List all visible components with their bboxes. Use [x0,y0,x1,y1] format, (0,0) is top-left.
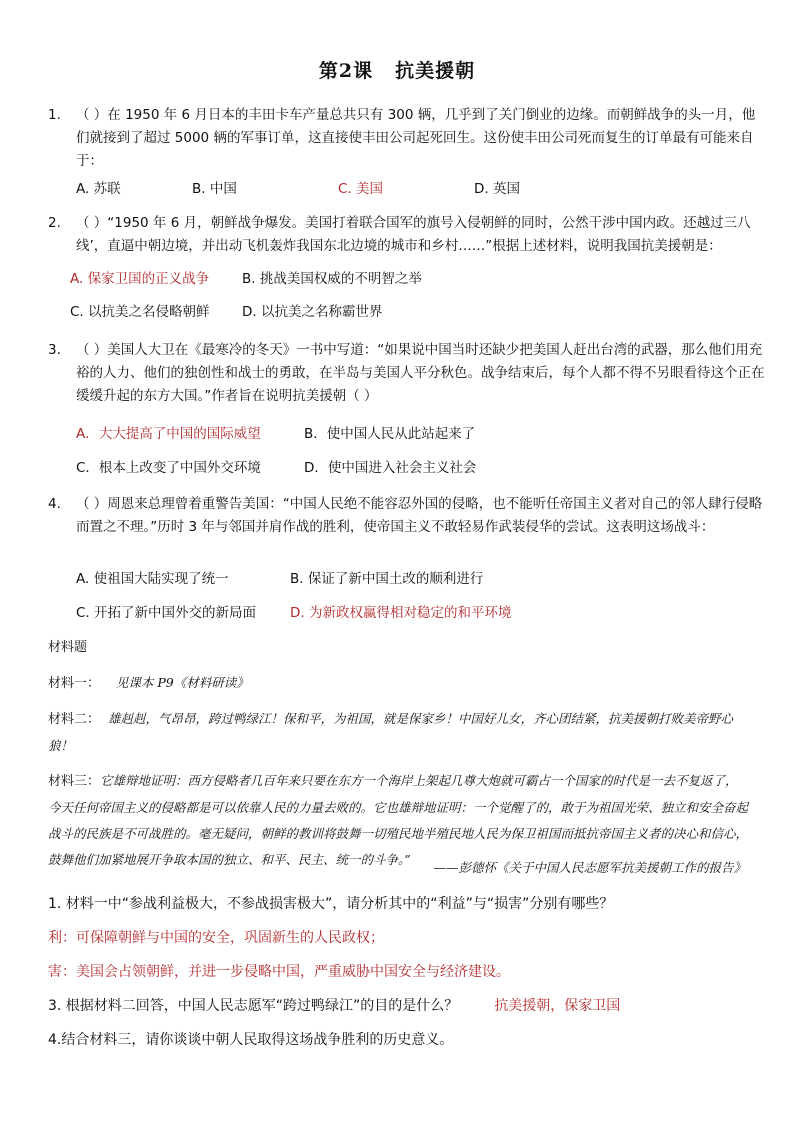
question-4-options-row2 [76,602,756,624]
option-c[interactable]: C. 以抗美之名侵略朝鲜 [70,304,210,320]
material-text: 雄赳赳，气昂昂，跨过鸭绿江！保和平，为祖国，就是保家乡！中国好儿女，齐心团结紧，抗美援朝打败美帝野心狼！ [48,711,733,753]
subquestion-1: 1. 材料一中“参战利益极大，不参战损害极大”，请分析其中的“利益”与“损害”分别有哪些？ [48,896,614,912]
material-label: 材料二： [48,712,101,727]
answer-harm: 害：美国会占领朝鲜，并进一步侵略中国，严重威胁中国安全与经济建设。 [48,964,510,980]
material-text: 见课本 P9《材料研读》 [115,675,249,690]
question-1 [48,104,768,173]
answer-3: 抗美援朝，保家卫国 [494,998,621,1014]
question-3-options-row2 [76,457,756,479]
question-4-options-row1 [76,568,756,590]
question-number: 3. [48,342,61,358]
option-d[interactable]: D. 以抗美之名称霸世界 [242,304,383,320]
question-text: （ ）在 1950 年 6 月日本的丰田卡车产量总共只有 300 辆，几乎到了关门倒业的边缘。而朝鲜战争的头一月，他们就接到了超过 5000 辆的军事订单，这直接使丰田公司起死回生。这份使丰田公司死而复生的订单最有可能来自于： [76,107,756,169]
option-a[interactable]: A. 苏联 [76,181,121,197]
option-c-answer[interactable]: C. 美国 [338,181,384,197]
question-3 [48,339,768,408]
question-2-options-row2 [70,301,750,323]
material-1 [48,670,750,697]
material-2 [48,706,750,759]
option-c[interactable]: C. 开拓了新中国外交的新局面 [76,605,257,621]
option-a-answer[interactable]: A．大大提高了中国的国际威望 [76,426,261,442]
question-number: 1. [48,107,61,123]
question-number: 4. [48,496,61,512]
material-label: 材料三： [48,774,101,789]
option-d[interactable]: D. 英国 [474,181,520,197]
question-1-options [76,178,756,200]
question-text: （ ）美国人大卫在《最寒冷的冬天》一书中写道：“如果说中国当时还缺少把美国人赶出台湾的武器，那么他们用充裕的人力、他们的独创性和战士的勇敢，在半岛与美国人平分秋色。战争结束后，每个人都不得不另眼看待这个正在缓缓升起的东方大国。”作者旨在说明抗美援朝（ ） [76,342,765,404]
page-title [0,56,794,83]
subquestion-3 [48,995,620,1015]
option-b[interactable]: B．使中国人民从此站起来了 [304,426,476,442]
question-2 [48,212,768,258]
material-label: 材料一： [48,676,101,691]
option-d-answer[interactable]: D. 为新政权赢得相对稳定的和平环境 [290,605,512,621]
lesson-name: 抗美援朝 [395,60,476,82]
option-b[interactable]: B. 保证了新中国土改的顺利进行 [290,571,484,587]
subquestion-3-text: 3. 根据材料二回答，中国人民志愿军“跨过鸭绿江”的目的是什么？ [48,998,459,1014]
lesson-number: 第2课 [318,60,374,82]
materials-heading: 材料题 [48,640,88,655]
question-3-options-row1 [76,423,756,445]
option-b[interactable]: B. 挑战美国权威的不明智之举 [242,271,422,287]
option-a-answer[interactable]: A. 保家卫国的正义战争 [70,271,210,287]
material-3-source: ——彭德怀《关于中国人民志愿军抗美援朝工作的报告》 [433,860,746,875]
option-d[interactable]: D．使中国进入社会主义社会 [304,460,477,476]
question-number: 2. [48,215,61,231]
answer-benefit: 利：可保障朝鲜与中国的安全，巩固新生的人民政权； [48,930,384,946]
option-a[interactable]: A. 使祖国大陆实现了统一 [76,571,229,587]
question-text: （ ）“1950 年 6 月，朝鲜战争爆发。美国打着联合国军的旗号入侵朝鲜的同时，公然干涉中国内政。还越过三八线’，直逼中朝边境，并出动飞机轰炸我国东北边境的城市和乡村……”根据上述材料，说明我国抗美援朝是： [76,215,751,254]
question-4 [48,493,768,539]
option-c[interactable]: C．根本上改变了中国外交环境 [76,460,261,476]
question-text: （ ）周恩来总理曾着重警告美国：“中国人民绝不能容忍外国的侵略，也不能听任帝国主义者对自己的邻人肆行侵略而置之不理。”历时 3 年与邻国并肩作战的胜利，使帝国主义不敢轻易作武装侵华的尝试。这表明这场战斗： [76,496,763,535]
subquestion-4: 4.结合材料三，请你谈谈中朝人民取得这场战争胜利的历史意义。 [48,1032,454,1048]
material-text: 它雄辩地证明：西方侵略者几百年来只要在东方一个海岸上架起几尊大炮就可霸占一个国家的时代是一去不复返了，今天任何帝国主义的侵略都是可以依靠人民的力量去败的。它也雄辩地证明：一个觉醒了的，敢于为祖国光荣、独立和安全奋起战斗的民族是不可战胜的。毫无疑问，朝鲜的教训将鼓舞一切殖民地半殖民地人民为保卫祖国而抵抗帝国主义者的决心和信心，鼓舞他们加紧地展开争取本国的独立、和平、民主、统一的斗争。” [48,773,749,867]
question-2-options-row1 [70,268,750,290]
option-b[interactable]: B. 中国 [192,181,237,197]
